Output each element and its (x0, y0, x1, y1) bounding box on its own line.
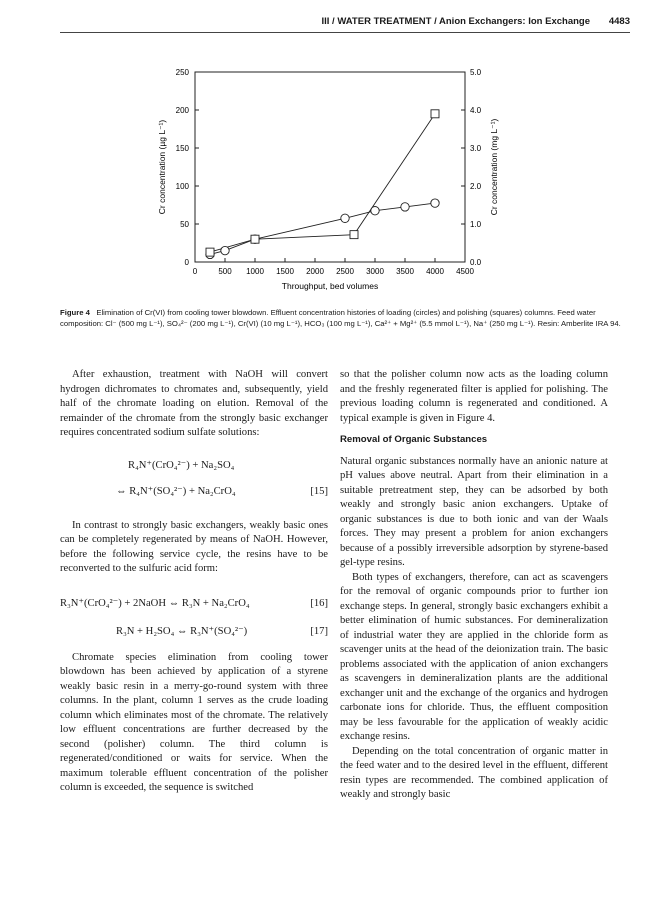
equation-15-line-2: ⇔ R₄N⁺(SO₄²⁻) + Na₂CrO₄ (116, 485, 236, 497)
equation-16-number: [16] (310, 597, 328, 609)
equation-17-number: [17] (310, 625, 328, 637)
x-tick-label: 3500 (396, 267, 414, 276)
equation-17: R₃N + H₂SO₄ ⇔ R₃N⁺(SO₄²⁻) (116, 625, 248, 637)
paragraph: Depending on the total concentration of organic matter in the feed water and to the desired level in the effluent, different resin types are recommended. The combined application of weakly and strongly basic (340, 745, 608, 800)
x-tick-label: 2000 (306, 267, 324, 276)
equation-15 (60, 449, 328, 513)
x-axis-label: Throughput, bed volumes (281, 281, 379, 291)
polishing-series-line (210, 114, 435, 252)
y-left-tick-label: 50 (180, 220, 189, 229)
y-right-tick-label: 3.0 (470, 144, 482, 153)
paragraph: Natural organic substances normally have an anionic nature at pH values above neutral. Apart from their elimination in a suitable pretreatment step, they can be adsorbed by both weakly and strongly basic anion exchangers. Uptake of organic substances is due to both ionic and van der Waals forces. They may present a problem for anion exchangers because of a possibly irreversible adsorption by styrene-based gel-type resins. (340, 455, 608, 568)
polishing-data-point (431, 110, 439, 118)
loading-series-line (210, 203, 435, 254)
section-heading: Removal of Organic Substances (340, 434, 488, 445)
figure-caption (60, 307, 632, 329)
page-number: 4483 (608, 16, 630, 27)
polishing-data-point (206, 248, 214, 256)
equation-16: R₃N⁺(CrO₄²⁻) + 2NaOH ⇔ R₃N + Na₂CrO₄ (60, 597, 250, 609)
right-column (340, 368, 608, 803)
equation-15-number: [15] (310, 485, 328, 497)
y-right-tick-label: 1.0 (470, 220, 482, 229)
y-left-tick-label: 250 (175, 68, 189, 77)
x-tick-label: 1000 (246, 267, 264, 276)
paragraph: Both types of exchangers, therefore, can act as scavengers for the removal of organic compounds prior to further ion exchange steps. In general, strongly basic exchangers exhibit a better elimination of humic substances. For demineralization of industrial water they are applied in the chloride form as scavenger units at the head of the deionization train. The basic problems associated with the application of anion exchangers as scavengers in demineralization plants are the additional exchanger unit and the exchange of the organics and hydrogen carbonate ions for chloride. Thus, the effluent composition may be less favourable for the application of weakly acidic exchange resins. (340, 571, 608, 742)
polishing-data-point (251, 235, 259, 243)
header-rule (60, 32, 630, 33)
y-axis-label-left: Cr concentration (µg L⁻¹) (157, 119, 167, 215)
chart-series-lines (210, 114, 435, 255)
x-tick-label: 3000 (366, 267, 384, 276)
loading-data-point (401, 203, 409, 211)
figure-4-chart (150, 60, 510, 300)
loading-data-point (341, 214, 349, 222)
figure-caption-text: Elimination of Cr(VI) from cooling tower blowdown. Effluent concentration histories of loading (circles) and polishing (squares) columns. Feed water composition: Cl⁻ (500 mg L⁻¹), SO₄²⁻ (200 mg L⁻¹), Cr(VI) (10 mg L⁻¹), HCO₃ (100 mg L⁻¹), Ca²⁺ + Mg²⁺ (5.5 mmol L⁻¹), Na⁺ (250 mg L⁻¹). Resin: Amberlite IRA 94. (60, 308, 621, 328)
chart-ticks (176, 68, 482, 276)
x-tick-label: 500 (218, 267, 232, 276)
loading-data-point (221, 246, 229, 254)
loading-data-point (371, 207, 379, 215)
running-title: III / WATER TREATMENT / Anion Exchangers: Ion Exchange (321, 16, 590, 27)
equations-16-17 (60, 585, 328, 645)
plot-frame (195, 72, 465, 262)
y-right-tick-label: 2.0 (470, 182, 482, 191)
x-tick-label: 2500 (336, 267, 354, 276)
x-tick-label: 4000 (426, 267, 444, 276)
x-tick-label: 1500 (276, 267, 294, 276)
y-right-tick-label: 4.0 (470, 106, 482, 115)
y-left-tick-label: 150 (175, 144, 189, 153)
polishing-data-point (350, 231, 358, 239)
paragraph: so that the polisher column now acts as the loading column and the freshly regenerated filter is applied for polishing. The previous loading column is regenerated and conditioned. A typical example is given in Figure 4. (340, 369, 608, 424)
left-column (60, 368, 328, 796)
y-left-tick-label: 200 (175, 106, 189, 115)
y-axis-label-right: Cr concentration (mg L⁻¹) (489, 118, 499, 216)
paragraph: In contrast to strongly basic exchangers, weakly basic ones can be completely regenerated by means of NaOH. However, before the following service cycle, the resins have to be reconverted to the sulfuric acid form: (60, 519, 328, 574)
y-right-tick-label: 0.0 (470, 258, 482, 267)
paragraph: After exhaustion, treatment with NaOH will convert hydrogen dichromates to chromates and, subsequently, yield half of the chromate loading on elution. Removal of the remainder of the chromate from the strongly basic exchanger requires concentrated sodium sulfate solutions: (60, 369, 328, 438)
loading-data-point (431, 199, 439, 207)
x-tick-label: 4500 (456, 267, 474, 276)
chart-axes (195, 72, 465, 262)
running-header (60, 14, 630, 32)
paragraph: Chromate species elimination from cooling tower blowdown has been achieved by application of a styrene weakly basic resin in a merry-go-round system with three columns. In the plant, column 1 serves as the crude loading column which eliminates most of the chromate. The relatively low effluent concentrations are further decreased by the second (polisher) column. The third column is regenerated/conditioned or waits for service. When the maximum tolerable effluent concentration of the polisher column is exceeded, the sequence is switched (60, 651, 328, 793)
y-left-tick-label: 100 (175, 182, 189, 191)
x-tick-label: 0 (192, 267, 198, 276)
figure-label: Figure 4 (60, 308, 90, 317)
y-left-tick-label: 0 (184, 258, 189, 267)
equation-15-line-1: R₄N⁺(CrO₄²⁻) + Na₂SO₄ (128, 459, 235, 471)
y-right-tick-label: 5.0 (470, 68, 482, 77)
